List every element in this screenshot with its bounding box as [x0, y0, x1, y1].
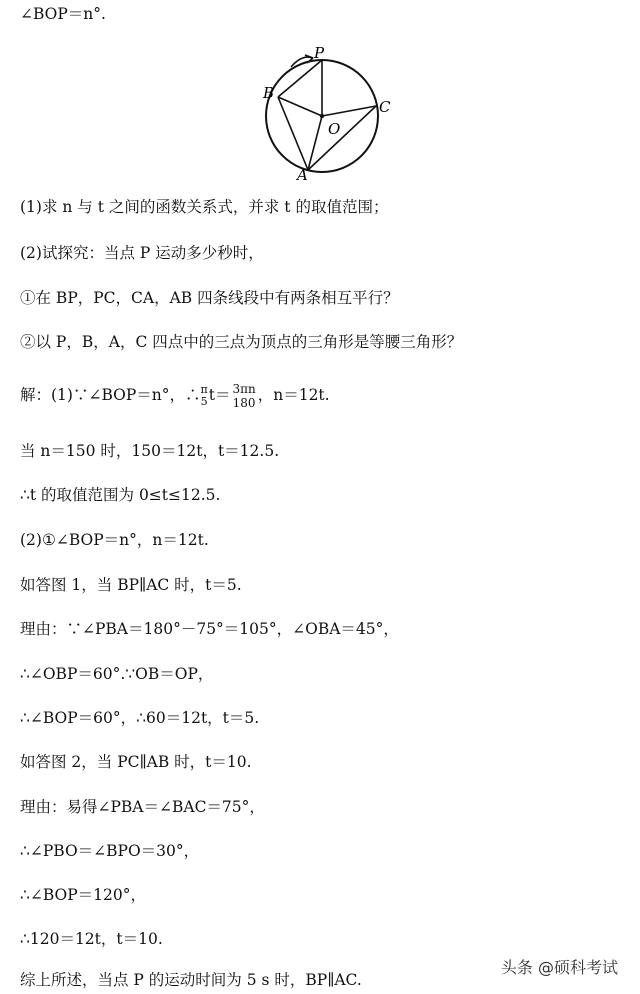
fraction-3pin-180 — [232, 382, 255, 410]
text-line-4: ②以 P，B，A，C 四点中的三点为顶点的三角形是等腰三角形？ — [20, 333, 463, 351]
segment-AO — [308, 116, 322, 170]
t-equals: t＝ — [208, 386, 231, 404]
text-line-7: ∴t 的取值范围为 0≤t≤12.5. — [20, 486, 221, 504]
segment-AC — [308, 106, 376, 170]
circle-figure — [258, 40, 398, 180]
text-line-12: ∴∠BOP＝60°，∴60＝12t，t＝5. — [20, 709, 260, 727]
label-C: C — [379, 98, 391, 116]
text-line-10: 理由：∵∠PBA＝180°－75°＝105°，∠OBA＝45°， — [20, 620, 399, 638]
text-line-11: ∴∠OBP＝60°.∵OB＝OP， — [20, 665, 214, 683]
label-A: A — [297, 166, 308, 180]
text-line-9: 如答图 1，当 BP∥AC 时，t＝5. — [20, 576, 242, 594]
fraction-denominator: 180 — [232, 396, 256, 410]
label-B: B — [263, 84, 275, 102]
solution-prefix: 解：(1)∵∠BOP＝n°，∴ — [20, 386, 201, 404]
text-line-3: ①在 BP，PC，CA，AB 四条线段中有两条相互平行？ — [20, 289, 399, 307]
pi-numerator: π — [200, 383, 208, 396]
text-line-18: 综上所述，当点 P 的运动时间为 5 s 时，BP∥AC. — [20, 971, 362, 989]
pi-over-5 — [201, 384, 208, 408]
solution-suffix: ，n＝12t. — [257, 386, 330, 404]
text-line-14: 理由：易得∠PBA＝∠BAC＝75°， — [20, 798, 265, 816]
text-line-15: ∴∠PBO＝∠BPO＝30°， — [20, 842, 200, 860]
label-P: P — [314, 44, 325, 62]
text-line-17: ∴120＝12t，t＝10. — [20, 930, 163, 948]
five-denominator: 5 — [200, 395, 208, 408]
text-line-5 — [20, 382, 330, 410]
fraction-numerator: 3πn — [232, 382, 256, 396]
text-line-6: 当 n＝150 时，150＝12t，t＝12.5. — [20, 442, 280, 460]
label-O: O — [328, 120, 341, 138]
watermark: 头条 @硕科考试 — [500, 958, 618, 977]
text-line-16: ∴∠BOP＝120°， — [20, 886, 146, 904]
text-line-1: (1)求 n 与 t 之间的函数关系式，并求 t 的取值范围； — [20, 198, 389, 216]
text-line-0: ∠BOP＝n°. — [20, 5, 106, 23]
text-line-8: (2)①∠BOP＝n°，n＝12t. — [20, 531, 209, 549]
center-point — [320, 114, 324, 118]
text-line-2: (2)试探究：当点 P 运动多少秒时， — [20, 244, 264, 262]
text-line-13: 如答图 2，当 PC∥AB 时，t＝10. — [20, 753, 252, 771]
